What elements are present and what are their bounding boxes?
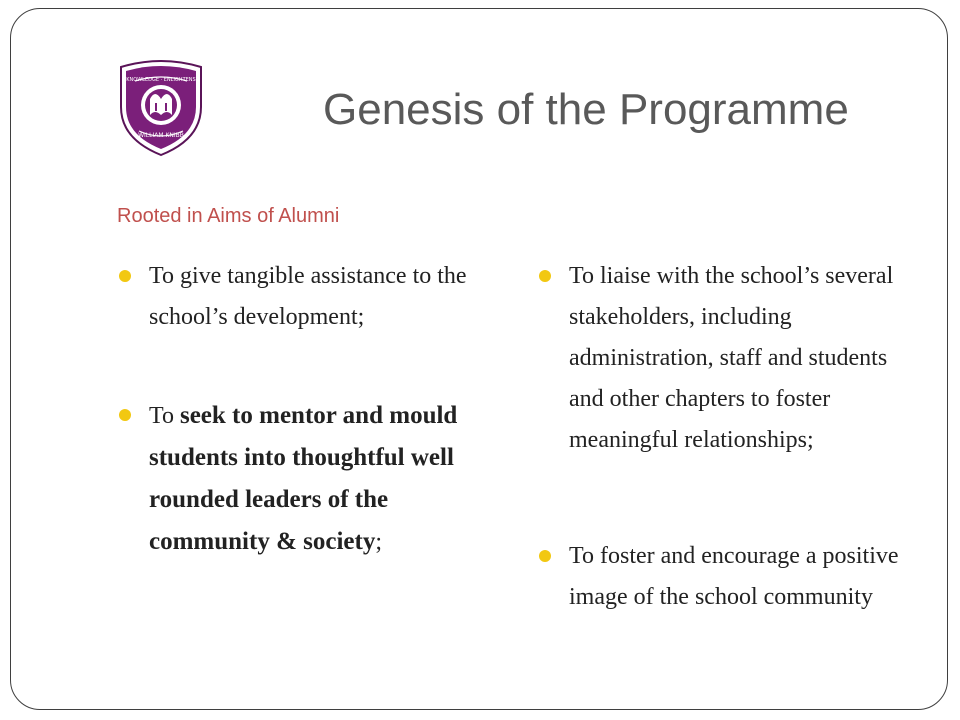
- list-item: [119, 395, 489, 563]
- item-prefix: To: [149, 403, 180, 429]
- slide-subtitle: Rooted in Aims of Alumni: [117, 205, 340, 227]
- list-item: [539, 536, 909, 618]
- bullet-icon: [539, 270, 551, 282]
- bullet-icon: [119, 409, 131, 421]
- bullet-icon: [539, 550, 551, 562]
- bullet-icon: [119, 270, 131, 282]
- slide: [10, 8, 948, 710]
- item-text: To liaise with the school’s several stakeholders, including administration, staff and students and other chapters to foster meaningful relationships;: [569, 263, 894, 453]
- item-suffix: ;: [375, 529, 383, 555]
- slide-title: Genesis of the Programme: [323, 85, 849, 134]
- item-text: To foster and encourage a positive image of the school community: [569, 543, 899, 610]
- left-column: [119, 256, 489, 563]
- school-crest-icon: [115, 59, 207, 157]
- crest-banner: WILLIAM KNIBB: [138, 132, 184, 139]
- list-item: [539, 256, 909, 461]
- right-column: [539, 256, 909, 618]
- crest-motto: KNOWLEDGE · ENLIGHTENS: [126, 77, 196, 83]
- item-bold-text: seek to mentor and mould students into thoughtful well rounded leaders of the community & society: [149, 402, 458, 555]
- list-item: [119, 256, 489, 338]
- item-text: To give tangible assistance to the school’s development;: [149, 263, 467, 330]
